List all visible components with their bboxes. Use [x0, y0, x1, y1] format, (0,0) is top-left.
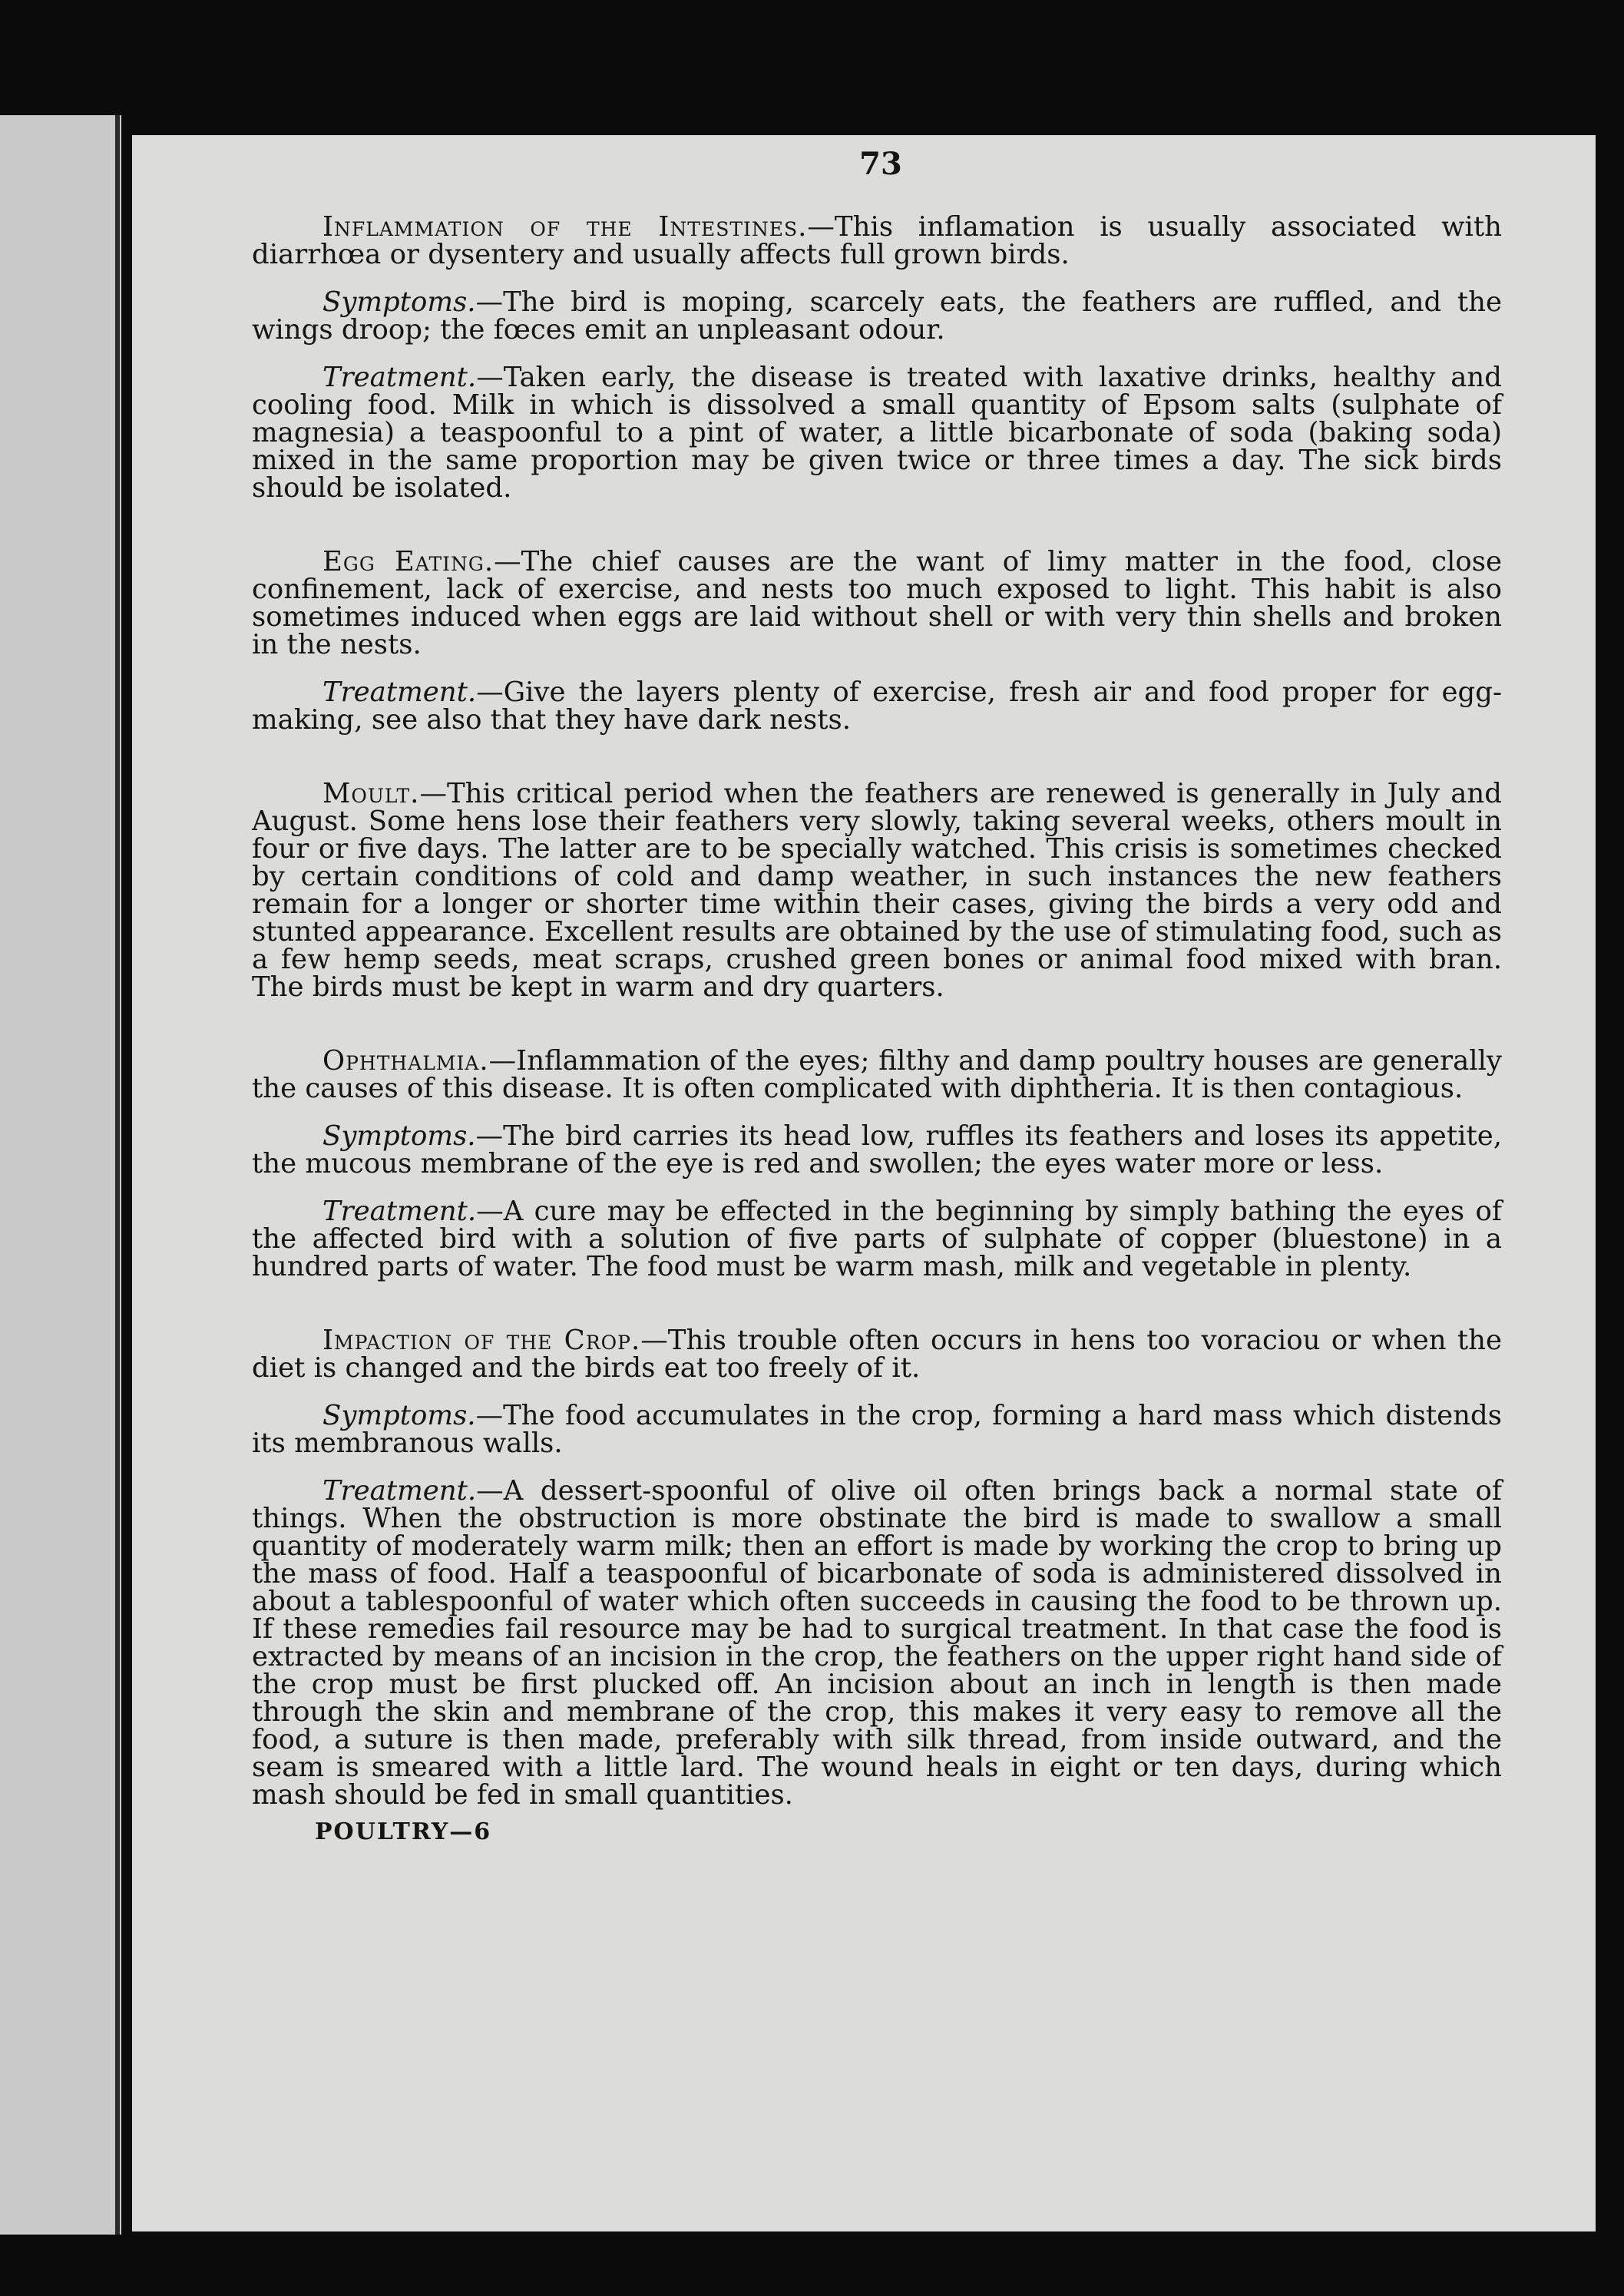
subheading: Treatment.	[322, 1196, 477, 1227]
paragraph-text: —Give the layers plenty of exercise, fresh air and food proper for egg-making, see also that they have dark nests.	[252, 677, 1502, 736]
page	[132, 135, 1596, 2231]
section-heading: Moult.	[322, 778, 420, 809]
paragraph-text: —This critical period when the feathers are renewed is generally in July and August. Some hens lose their feathers very slowly, taking several weeks, others moult in four or five days. The latter are to be specially watched. This crisis is sometimes checked by certain conditions of cold and damp weather, in such instances the new feathers remain for a longer or shorter time within their cases, giving the birds a very odd and stunted appearance. Excellent results are obtained by the use of stimulating food, such as a few hemp seeds, meat scraps, crushed green bones or animal food mixed with bran. The birds must be kept in warm and dry quarters.	[252, 778, 1502, 1003]
subheading: Treatment.	[322, 1475, 477, 1507]
paragraph-text: —A dessert-spoonful of olive oil often brings back a normal state of things. When the obstruction is more obstinate the bird is made to swallow a small quantity of moderately warm milk; then an effort is made by working the crop to bring up the mass of food. Half a teaspoonful of bicarbonate of soda is administered dissolved in about a tablespoonful of water which often succeeds in causing the food to be thrown up. If these remedies fail resource may be had to surgical treatment. In that case the food is extracted by means of an incision in the crop, the feathers on the upper right hand side of the crop must be first plucked off. An incision about an inch in length is then made through the skin and membrane of the crop, this makes it very easy to remove all the food, a suture is then made, preferably with silk thread, from inside outward, and the seam is smeared with a little lard. The wound heals in eight or ten days, during which mash should be fed in small quantities.	[252, 1475, 1502, 1811]
subheading: Symptoms.	[322, 1120, 476, 1152]
paragraph-treatment	[252, 679, 1502, 734]
subheading: Symptoms.	[322, 1400, 476, 1431]
page-footer: POULTRY—6	[315, 1818, 492, 1845]
subheading: Treatment.	[322, 677, 477, 708]
subheading: Treatment.	[322, 362, 477, 393]
paragraph-symptoms	[252, 286, 1502, 346]
facing-page-edge	[0, 115, 121, 2235]
paragraph-text: —A cure may be effected in the beginning by simply bathing the eyes of the affected bird with a solution of five parts of sulphate of copper (bluestone) in a hundred parts of water. The food must be warm mash, milk and vegetable in plenty.	[252, 1196, 1502, 1282]
paragraph-symptoms	[252, 1402, 1502, 1457]
page-number: 73	[859, 146, 902, 182]
paragraph-moult	[252, 780, 1502, 1001]
paragraph-text: —The bird carries its head low, ruffles its feathers and loses its appetite, the mucous membrane of the eye is red and swollen; the eyes water more or less.	[252, 1120, 1502, 1179]
subheading: Symptoms.	[322, 286, 476, 318]
paragraph-text: —This trouble often occurs in hens too voraciou or when the diet is changed and the birds eat too freely of it.	[252, 1325, 1502, 1384]
paragraph-symptoms	[252, 1120, 1502, 1179]
paragraph-ophthalmia	[252, 1047, 1502, 1103]
section-heading: Ophthalmia.	[322, 1045, 489, 1077]
page-text	[252, 146, 1503, 1846]
paragraph-intestines	[252, 213, 1502, 269]
paragraph-text: —Taken early, the disease is treated with laxative drinks, healthy and cooling food. Milk in which is dissolved a small quantity of Epsom salts (sulphate of magnesia) a teaspoonful to a pint of water, a little bicarbonate of soda (baking soda) mixed in the same proportion may be given twice or three times a day. The sick birds should be isolated.	[252, 362, 1502, 504]
paragraph-text: —The bird is moping, scarcely eats, the feathers are ruffled, and the wings droop; the fœces emit an unpleasant odour.	[252, 286, 1502, 346]
section-heading: Egg Eating.	[322, 546, 494, 577]
section-heading: Inflammation of the Intestines.	[322, 211, 808, 243]
book-gutter	[115, 115, 120, 2235]
paragraph-treatment	[252, 1477, 1502, 1809]
paragraph-impaction	[252, 1327, 1502, 1382]
paragraph-treatment	[252, 364, 1502, 502]
section-heading: Impaction of the Crop.	[322, 1325, 641, 1356]
paragraph-egg-eating	[252, 548, 1502, 659]
paragraph-text: —This inflamation is usually associated with diarrhœa or dysentery and usually affects full grown birds.	[252, 211, 1502, 270]
paragraph-treatment	[252, 1198, 1502, 1281]
paragraph-text: —Inflammation of the eyes; filthy and damp poultry houses are generally the causes of this disease. It is often complicated with diphtheria. It is then contagious.	[252, 1045, 1502, 1104]
paragraph-text: —The food accumulates in the crop, forming a hard mass which distends its membranous walls.	[252, 1400, 1502, 1459]
paragraph-text: —The chief causes are the want of limy matter in the food, close confinement, lack of exercise, and nests too much exposed to light. This habit is also sometimes induced when eggs are laid without shell or with very thin shells and broken in the nests.	[252, 546, 1503, 660]
